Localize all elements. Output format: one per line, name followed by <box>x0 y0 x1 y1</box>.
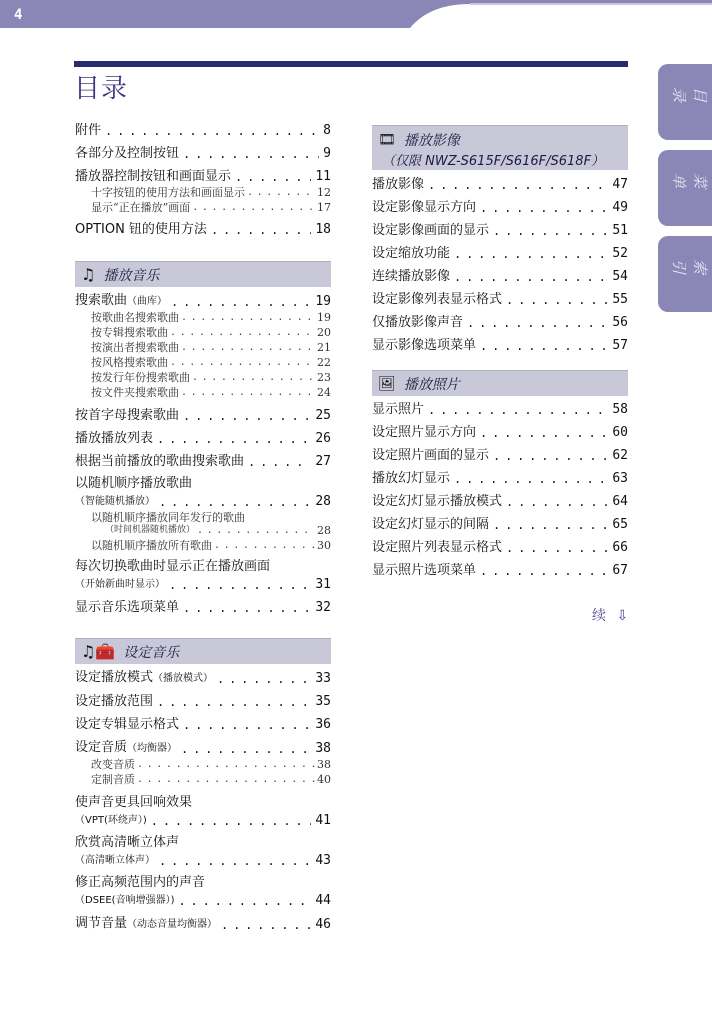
music-note-icon: ♫ <box>81 265 96 284</box>
toc-sub-entry[interactable]: 按发行年份搜索歌曲 . . . 23 <box>75 371 331 384</box>
arrow-down-icon: ⇩ <box>616 608 629 624</box>
continued-link[interactable]: 续 ⇩ <box>592 608 629 624</box>
toc-music-settings <box>75 671 331 932</box>
title-rule <box>74 61 628 67</box>
toc-music-play <box>75 294 331 615</box>
toc-sub-entry[interactable]: 十字按钮的使用方法和画面显示 . . . 12 <box>75 186 331 199</box>
toc-entry[interactable]: 设定影像显示方向 . . . 49 <box>372 201 628 215</box>
toc-sub-entry[interactable]: 定制音质 . . . 40 <box>75 773 331 786</box>
section-header-note: （仅限 NWZ-S615F/S616F/S618F） <box>382 154 605 169</box>
toc-entry-title[interactable]: 以随机顺序播放歌曲 <box>75 476 193 491</box>
tab-menu[interactable]: 菜单 <box>658 150 712 226</box>
toc-entry[interactable]: 附件 . . . 8 <box>75 124 331 138</box>
toc-sub-entry[interactable]: 按演出者搜索歌曲 . . . 21 <box>75 341 331 354</box>
tab-index[interactable]: 索引 <box>658 236 712 312</box>
toc-entry[interactable]: 播放影像 . . . 47 <box>372 178 628 192</box>
section-header-photo: 🖼 播放照片 <box>372 370 628 396</box>
toc-entry[interactable]: 显示照片 . . . 58 <box>372 403 628 417</box>
toc-entry[interactable]: 设定播放范围 . . . 35 <box>75 695 331 709</box>
toc-entry[interactable]: （DSEE(音响增强器）) . . . 44 <box>75 894 331 908</box>
toc-entry[interactable]: （智能随机播放） . . . 28 <box>75 495 331 509</box>
toc-sub-entry[interactable]: 显示“正在播放”画面 . . . 17 <box>75 201 331 214</box>
toc-entry[interactable]: 显示音乐选项菜单 . . . 32 <box>75 601 331 615</box>
toc-sub-entry-title[interactable]: 以随机顺序播放同年发行的歌曲 <box>91 511 245 524</box>
toc-entry[interactable]: 播放器控制按钮和画面显示 . . . 11 <box>75 170 331 184</box>
toc-entry[interactable]: 播放播放列表 . . . 26 <box>75 432 331 446</box>
toc-entry[interactable]: 设定缩放功能 . . . 52 <box>372 247 628 261</box>
toc-entry[interactable]: 显示影像选项菜单 . . . 57 <box>372 339 628 353</box>
toc-video <box>372 178 628 353</box>
video-film-icon: 🎞 <box>378 132 396 148</box>
toc-entry[interactable]: 仅播放影像声音 . . . 56 <box>372 316 628 330</box>
music-settings-icon: ♫🧰 <box>81 642 116 661</box>
toc-entry[interactable]: 播放幻灯显示 . . . 63 <box>372 472 628 486</box>
toc-sub-entry[interactable]: 以随机顺序播放所有歌曲 . . . 30 <box>75 539 331 552</box>
header-band <box>0 0 712 28</box>
page-title: 目录 <box>74 74 129 104</box>
toc-entry-title[interactable]: 使声音更具回响效果 <box>75 795 193 810</box>
photo-icon: 🖼 <box>378 375 396 392</box>
toc-sub-entry[interactable]: 按专辑搜索歌曲 . . . 20 <box>75 326 331 339</box>
toc-entry[interactable]: 设定幻灯显示播放模式 . . . 64 <box>372 495 628 509</box>
toc-entry-title[interactable]: 欣赏高清晰立体声 <box>75 835 180 850</box>
tab-contents[interactable]: 目录 <box>658 64 712 140</box>
toc-entry[interactable]: OPTION 钮的使用方法 . . . 18 <box>75 223 331 237</box>
section-header-music-settings: ♫🧰 设定音乐 <box>75 638 331 664</box>
toc-entry[interactable]: 设定影像列表显示格式 . . . 55 <box>372 293 628 307</box>
toc-entry[interactable]: 设定专辑显示格式 . . . 36 <box>75 718 331 732</box>
toc-entry[interactable]: 显示照片选项菜单 . . . 67 <box>372 564 628 578</box>
toc-entry[interactable]: 设定影像画面的显示 . . . 51 <box>372 224 628 238</box>
toc-sub-entry[interactable]: 按文件夹搜索歌曲 . . . 24 <box>75 386 331 399</box>
toc-sub-entry[interactable]: 按歌曲名搜索歌曲 . . . 19 <box>75 311 331 324</box>
section-header-music-play: ♫ 播放音乐 <box>75 261 331 287</box>
toc-entry[interactable]: 搜索歌曲（曲库） . . . 19 <box>75 294 331 309</box>
page-number: 4 <box>14 7 23 23</box>
toc-entry[interactable]: 设定照片画面的显示 . . . 62 <box>372 449 628 463</box>
toc-entry[interactable]: （VPT(环绕声）) . . . 41 <box>75 814 331 828</box>
toc-entry[interactable]: 设定照片显示方向 . . . 60 <box>372 426 628 440</box>
toc-entry[interactable]: （开始新曲时显示） . . . 31 <box>75 578 331 592</box>
toc-photo <box>372 403 628 578</box>
toc-entry[interactable]: 设定音质（均衡器） . . . 38 <box>75 741 331 756</box>
toc-entry[interactable]: 设定播放模式（播放模式） . . . 33 <box>75 671 331 686</box>
section-header-video: 🎞 播放影像 （仅限 NWZ-S615F/S616F/S618F） <box>372 125 628 170</box>
toc-entry[interactable]: 设定照片列表显示格式 . . . 66 <box>372 541 628 555</box>
toc-entry[interactable]: （高清晰立体声） . . . 43 <box>75 854 331 868</box>
toc-entry[interactable]: 按首字母搜索歌曲 . . . 25 <box>75 409 331 423</box>
toc-sub-entry[interactable]: （时间机器随机播放） . . . 28 <box>75 524 331 537</box>
toc-entry[interactable]: 调节音量（动态音量均衡器） . . . 46 <box>75 917 331 932</box>
toc-entry-title[interactable]: 每次切换歌曲时显示正在播放画面 <box>75 559 271 574</box>
toc-entry[interactable]: 各部分及控制按钮 . . . 9 <box>75 147 331 161</box>
toc-sub-entry[interactable]: 按风格搜索歌曲 . . . 22 <box>75 356 331 369</box>
toc-entry[interactable]: 设定幻灯显示的间隔 . . . 65 <box>372 518 628 532</box>
toc-entry-title[interactable]: 修正高频范围内的声音 <box>75 875 206 890</box>
toc-entry[interactable]: 连续播放影像 . . . 54 <box>372 270 628 284</box>
toc-sub-entry[interactable]: 改变音质 . . . 38 <box>75 758 331 771</box>
toc-entry[interactable]: 根据当前播放的歌曲搜索歌曲 . . . 27 <box>75 455 331 469</box>
toc-general <box>75 124 331 237</box>
